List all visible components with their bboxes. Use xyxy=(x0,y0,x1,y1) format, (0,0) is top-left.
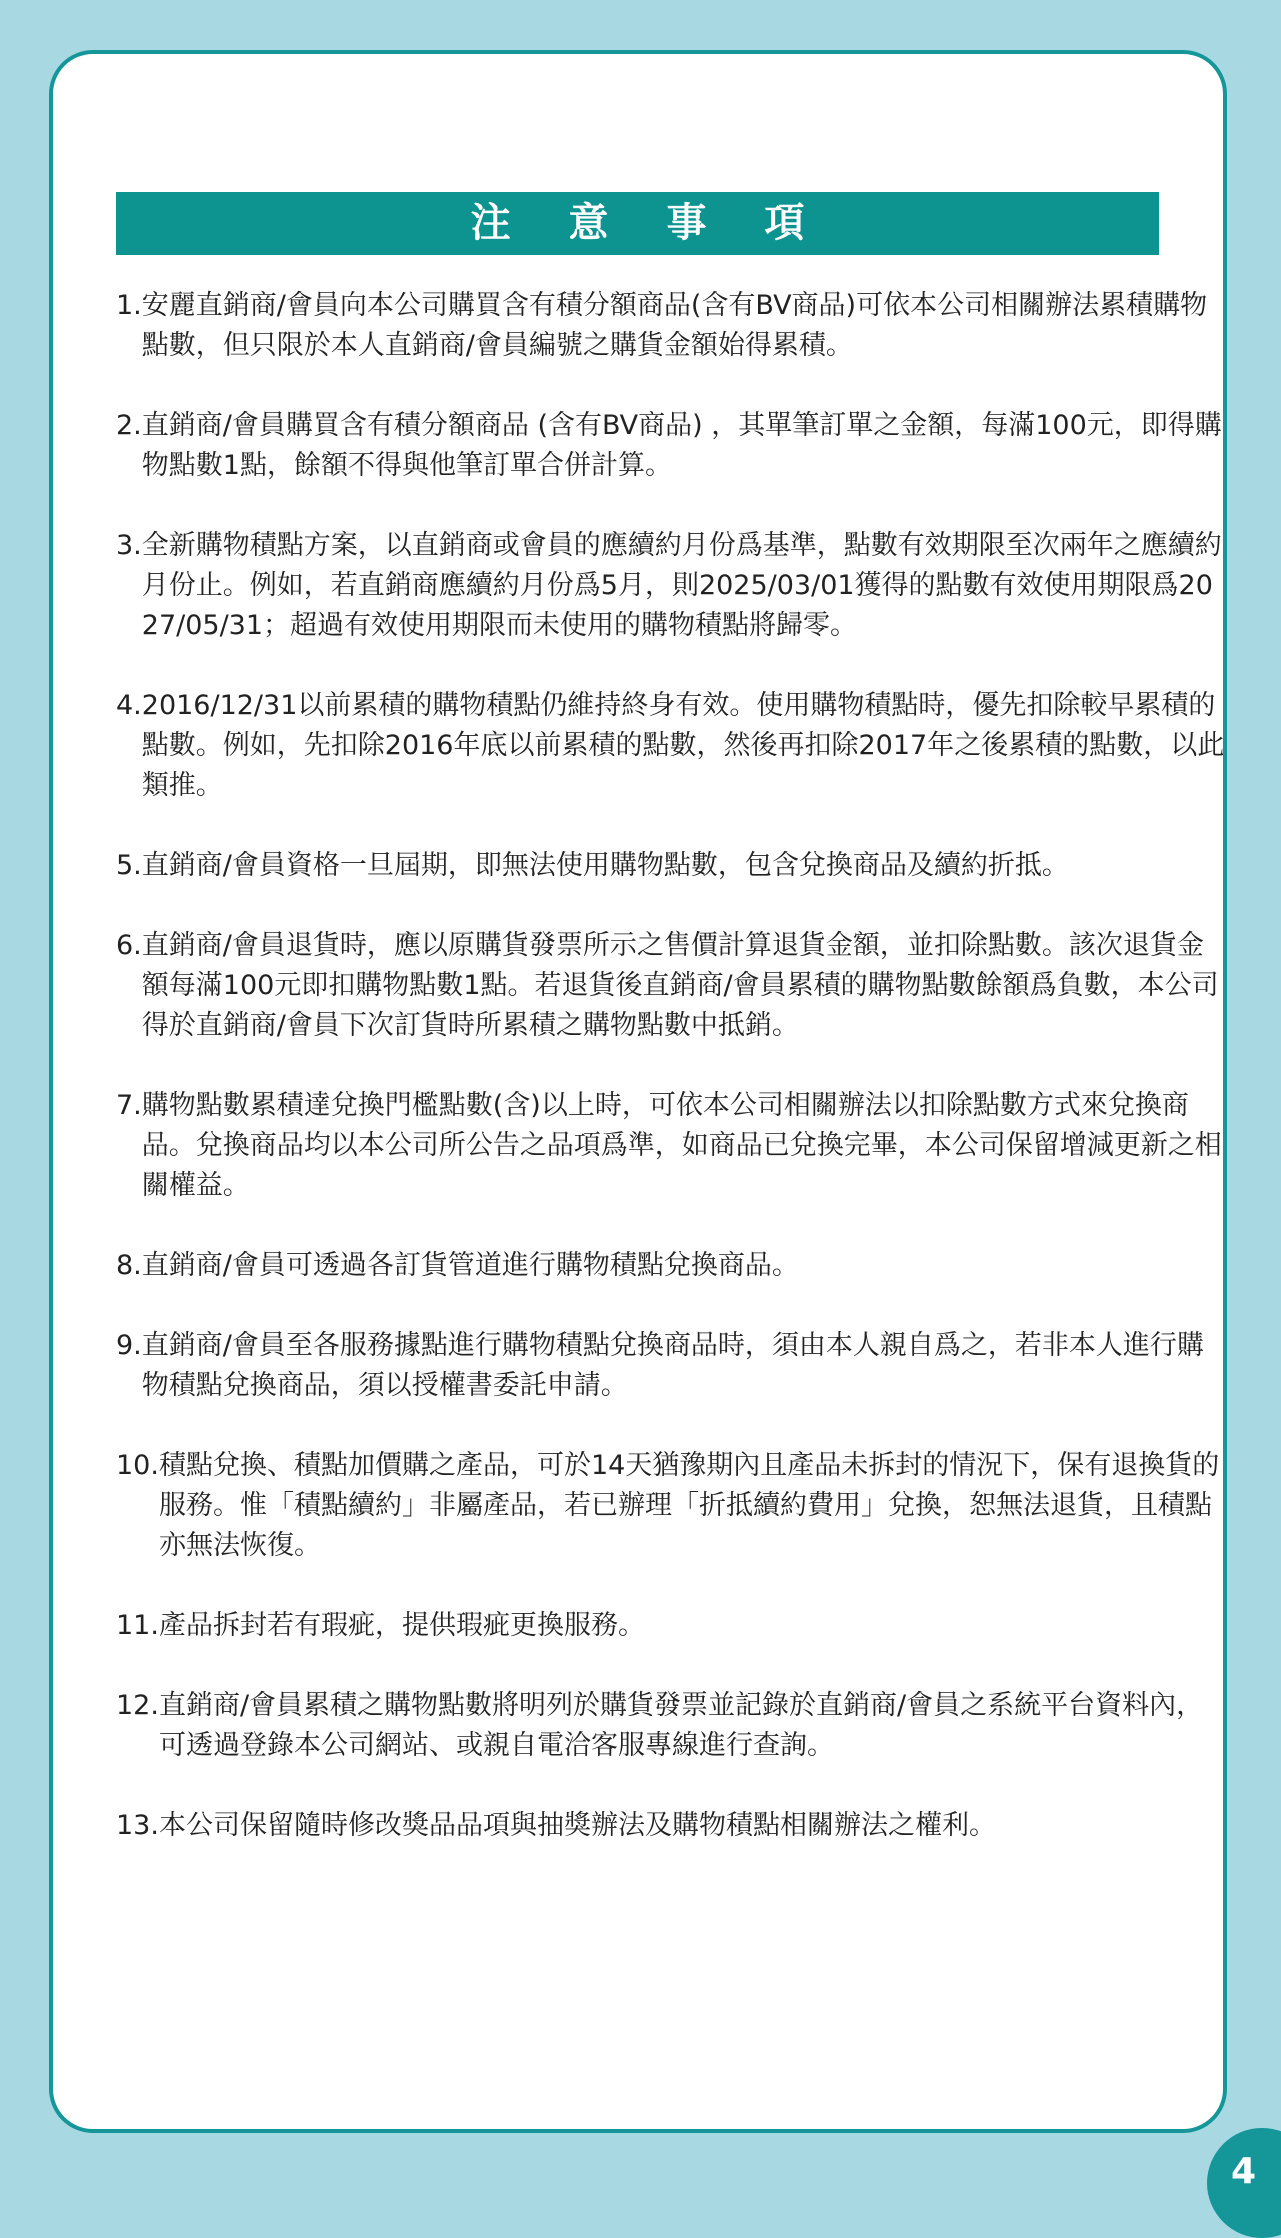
item-text: 直銷商/會員累積之購物點數將明列於購貨發票並記錄於直銷商/會員之系統平台資料內，可透過登錄本公司網站、或親自電洽客服專線進行查詢。 xyxy=(158,1690,1204,1761)
item-text: 直銷商/會員購買含有積分額商品 (含有BV商品) ，其單筆訂單之金額，每滿100元，即得購物點數1點，餘額不得與他筆訂單合併計算。 xyxy=(141,410,1222,481)
notice-item xyxy=(116,1086,1226,1206)
item-text: 積點兌換、積點加價購之產品，可於14天猶豫期內且產品未拆封的情況下，保有退換貨的服務。惟「積點續約」非屬產品，若已辦理「折抵續約費用」兌換，恕無法退貨，且積點亦無法恢復。 xyxy=(158,1450,1220,1561)
item-text: 購物點數累積達兌換門檻點數(含)以上時，可依本公司相關辦法以扣除點數方式來兌換商品。兌換商品均以本公司所公告之品項爲準，如商品已兌換完畢，本公司保留增減更新之相關權益。 xyxy=(141,1090,1222,1201)
notice-item xyxy=(116,286,1226,366)
notice-item xyxy=(116,406,1226,486)
page-number: 4 xyxy=(1231,2151,1257,2192)
item-text: 直銷商/會員至各服務據點進行購物積點兌換商品時，須由本人親自爲之，若非本人進行購物積點兌換商品，須以授權書委託申請。 xyxy=(141,1330,1204,1401)
notice-item xyxy=(116,1246,1226,1286)
item-text: 直銷商/會員退貨時，應以原購貨發票所示之售價計算退貨金額，並扣除點數。該次退貨金額每滿100元即扣購物點數1點。若退貨後直銷商/會員累積的購物點數餘額爲負數，本公司得於直銷商/會員下次訂貨時所累積之購物點數中抵銷。 xyxy=(141,930,1219,1041)
item-number: 5. xyxy=(116,850,142,881)
item-number: 6. xyxy=(116,930,142,961)
item-text: 本公司保留隨時修改獎品品項與抽獎辦法及購物積點相關辦法之權利。 xyxy=(158,1810,996,1841)
item-text: 安麗直銷商/會員向本公司購買含有積分額商品(含有BV商品)可依本公司相關辦法累積購物點數，但只限於本人直銷商/會員編號之購貨金額始得累積。 xyxy=(141,290,1208,361)
item-text: 2016/12/31以前累積的購物積點仍維持終身有效。使用購物積點時，優先扣除較早累積的點數。例如，先扣除2016年底以前累積的點數，然後再扣除2017年之後累積的點數，以此類推。 xyxy=(141,690,1225,801)
item-text: 直銷商/會員資格一旦屆期，即無法使用購物點數，包含兌換商品及續約折抵。 xyxy=(141,850,1069,881)
item-number: 10. xyxy=(116,1450,159,1481)
item-text: 產品拆封若有瑕疵，提供瑕疵更換服務。 xyxy=(158,1610,645,1641)
item-number: 9. xyxy=(116,1330,142,1361)
notice-title: 注 意 事 項 xyxy=(116,192,1159,255)
item-number: 3. xyxy=(116,530,142,561)
notice-card xyxy=(49,50,1227,2133)
notice-item xyxy=(116,1326,1226,1406)
notice-item xyxy=(116,1606,1226,1646)
notice-item xyxy=(116,1446,1226,1566)
item-number: 12. xyxy=(116,1690,159,1721)
item-number: 13. xyxy=(116,1810,159,1841)
item-number: 8. xyxy=(116,1250,142,1281)
notice-item xyxy=(116,1806,1226,1846)
notice-item xyxy=(116,846,1226,886)
notice-item xyxy=(116,926,1226,1046)
item-number: 2. xyxy=(116,410,142,441)
notice-item xyxy=(116,526,1226,646)
notice-item xyxy=(116,686,1226,806)
item-text: 直銷商/會員可透過各訂貨管道進行購物積點兌換商品。 xyxy=(141,1250,799,1281)
notice-list xyxy=(116,286,1226,1886)
item-number: 11. xyxy=(116,1610,159,1641)
item-number: 7. xyxy=(116,1090,142,1121)
item-text: 全新購物積點方案，以直銷商或會員的應續約月份爲基準，點數有效期限至次兩年之應續約月份止。例如，若直銷商應續約月份爲5月，則2025/03/01獲得的點數有效使用期限爲2027/05/31；超過有效使用期限而未使用的購物積點將歸零。 xyxy=(141,530,1222,641)
notice-item xyxy=(116,1686,1226,1766)
item-number: 1. xyxy=(116,290,142,321)
item-number: 4. xyxy=(116,690,142,721)
